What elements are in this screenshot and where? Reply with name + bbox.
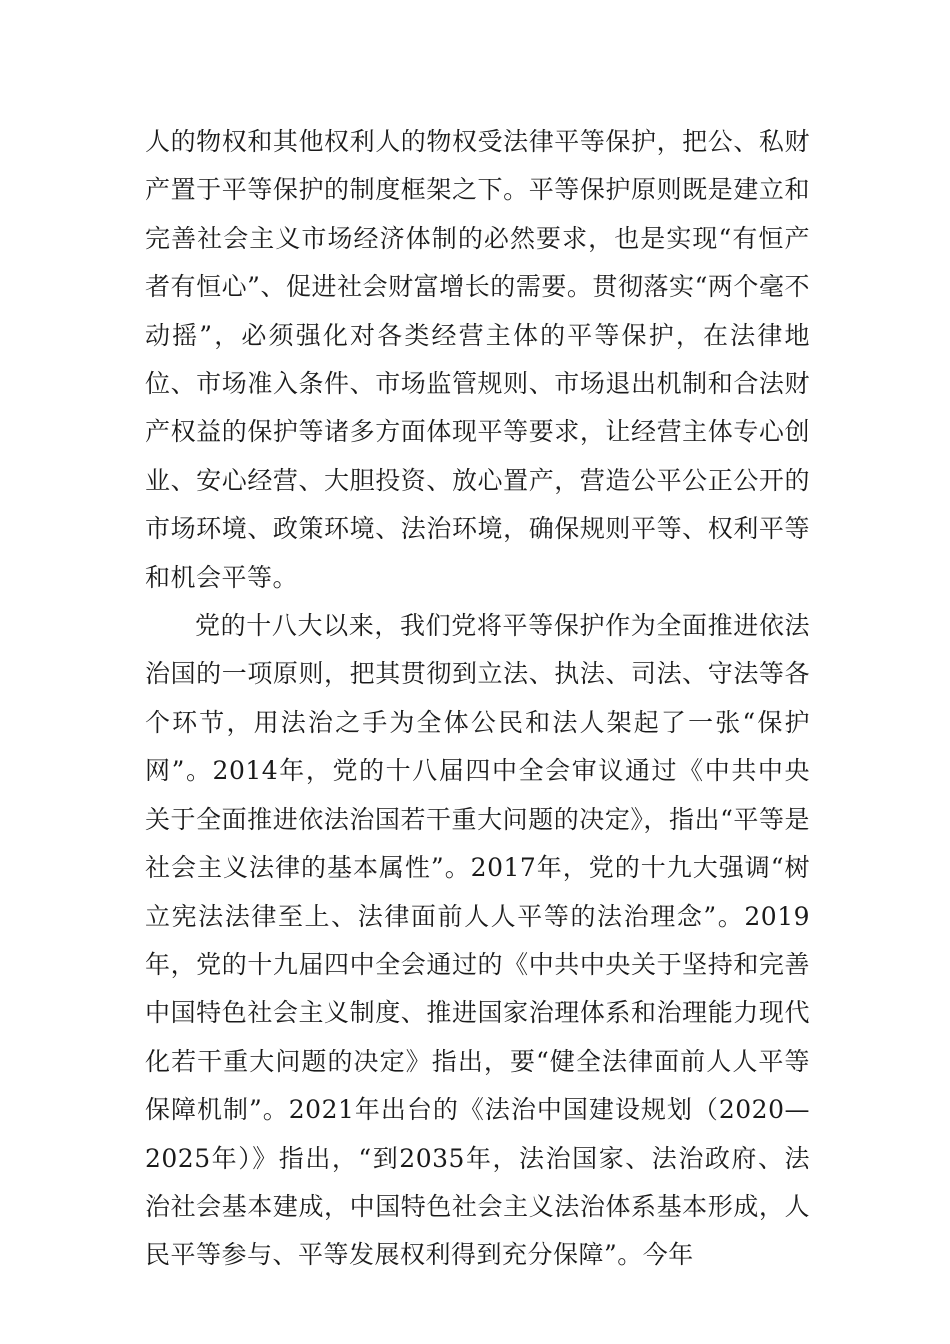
paragraph-1: 人的物权和其他权利人的物权受法律平等保护，把公、私财产置于平等保护的制度框架之下。平等保护原则既是建立和完善社会主义市场经济体制的必然要求，也是实现“有恒产者有恒心”、促进社会财富增长的需要。贯彻落实“两个毫不动摇”，必须强化对各类经营主体的平等保护，在法律地位、市场准入条件、市场监管规则、市场退出机制和合法财产权益的保护等诸多方面体现平等要求，让经营主体专心创业、安心经营、大胆投资、放心置产，营造公平公正公开的市场环境、政策环境、法治环境，确保规则平等、权利平等和机会平等。 [145, 127, 810, 592]
document-body [145, 118, 810, 1280]
paragraph-2: 党的十八大以来，我们党将平等保护作为全面推进依法治国的一项原则，把其贯彻到立法、执法、司法、守法等各个环节，用法治之手为全体公民和法人架起了一张“保护网”。2014年，党的十八届四中全会审议通过《中共中央关于全面推进依法治国若干重大问题的决定》，指出“平等是社会主义法律的基本属性”。2017年，党的十九大强调“树立宪法法律至上、法律面前人人平等的法治理念”。2019年，党的十九届四中全会通过的《中共中央关于坚持和完善中国特色社会主义制度、推进国家治理体系和治理能力现代化若干重大问题的决定》指出，要“健全法律面前人人平等保障机制”。2021年出台的《法治中国建设规划（2020—2025年）》指出，“到2035年，法治国家、法治政府、法治社会基本建成，中国特色社会主义法治体系基本形成，人民平等参与、平等发展权利得到充分保障”。今年 [145, 611, 810, 1270]
